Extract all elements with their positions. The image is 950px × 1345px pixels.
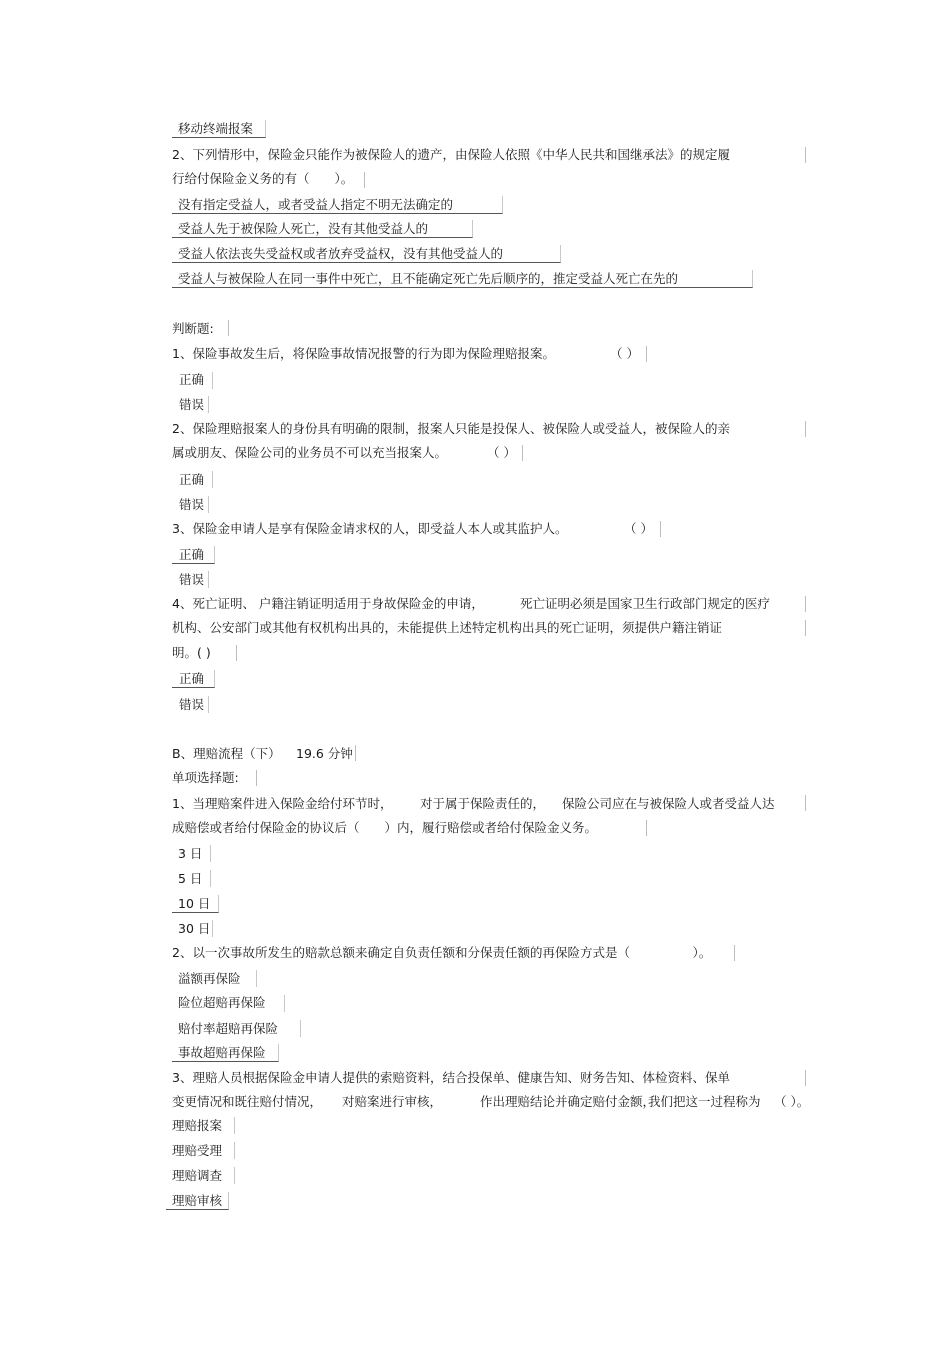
section-title: B、理赔流程（下） bbox=[172, 746, 281, 761]
line-edge bbox=[364, 172, 365, 188]
line-edge bbox=[805, 147, 806, 163]
line-edge bbox=[236, 645, 237, 661]
question-text: 死亡证明必须是国家卫生行政部门规定的医疗 bbox=[520, 596, 771, 611]
answer-blank: （ ） bbox=[610, 346, 639, 361]
section-heading: 单项选择题: bbox=[172, 770, 239, 785]
question-text: 我们把这一过程称为 bbox=[648, 1094, 761, 1109]
question-text: 1、保险事故发生后，将保险事故情况报警的行为即为保险理赔报案。 bbox=[172, 346, 555, 361]
line-edge bbox=[734, 945, 735, 961]
line-edge bbox=[805, 421, 806, 437]
question-text: 变更情况和既往赔付情况， bbox=[172, 1094, 323, 1109]
option-true[interactable]: 正确 bbox=[179, 372, 205, 387]
question-text: 成赔偿或者给付保险金的协议后（ ）内，履行赔偿或者给付保险金义务。 bbox=[172, 820, 598, 835]
option-text[interactable]: 理赔审核 bbox=[172, 1193, 223, 1208]
line-edge bbox=[805, 795, 806, 811]
option-text[interactable]: 受益人先于被保险人死亡，没有其他受益人的 bbox=[178, 221, 429, 236]
line-edge bbox=[805, 620, 806, 636]
question-text: 作出理赔结论并确定赔付金额， bbox=[480, 1094, 656, 1109]
line-edge bbox=[256, 770, 257, 786]
answer-blank: （ ） bbox=[624, 521, 653, 536]
line-edge bbox=[355, 745, 356, 761]
question-text: 对于属于保险责任的， bbox=[420, 796, 546, 811]
line-edge bbox=[646, 820, 647, 836]
option-text[interactable]: 事故超赔再保险 bbox=[178, 1045, 266, 1060]
question-text: 4、死亡证明、 户籍注销证明适用于身故保险金的申请， bbox=[172, 596, 484, 611]
option-text[interactable]: 3 日 bbox=[178, 846, 203, 861]
question-text: 明。( ) bbox=[172, 645, 211, 660]
option-false[interactable]: 错误 bbox=[179, 497, 205, 512]
option-true[interactable]: 正确 bbox=[179, 671, 205, 686]
option-text[interactable]: 险位超赔再保险 bbox=[178, 995, 266, 1010]
question-text: 2、下列情形中，保险金只能作为被保险人的遗产，由保险人依照《中华人民共和国继承法》的规定履 bbox=[172, 147, 730, 162]
section-heading: 判断题: bbox=[172, 321, 214, 336]
option-text[interactable]: 溢额再保险 bbox=[178, 971, 241, 986]
option-text[interactable]: 受益人依法丧失受益权或者放弃受益权，没有其他受益人的 bbox=[178, 246, 504, 261]
line-edge bbox=[646, 346, 647, 362]
line-edge bbox=[660, 521, 661, 537]
option-text[interactable]: 5 日 bbox=[178, 871, 203, 886]
section-duration: 19.6 分钟 bbox=[296, 746, 353, 761]
answer-blank: （ ）。 bbox=[774, 1094, 810, 1109]
option-text[interactable]: 赔付率超赔再保险 bbox=[178, 1021, 279, 1036]
option-text[interactable]: 30 日 bbox=[178, 921, 211, 936]
option-text[interactable]: 理赔调查 bbox=[172, 1168, 223, 1183]
question-text: 3、理赔人员根据保险金申请人提供的索赔资料，结合投保单、健康告知、财务告知、体检资料、保单 bbox=[172, 1070, 730, 1085]
line-edge bbox=[805, 1070, 806, 1086]
option-text[interactable]: 10 日 bbox=[178, 896, 211, 911]
option-false[interactable]: 错误 bbox=[179, 572, 205, 587]
option-text[interactable]: 受益人与被保险人在同一事件中死亡，且不能确定死亡先后顺序的，推定受益人死亡在先的 bbox=[178, 271, 679, 286]
line-edge bbox=[228, 320, 229, 336]
question-text: 保险公司应在与被保险人或者受益人达 bbox=[562, 796, 775, 811]
question-text: 属或朋友、保险公司的业务员不可以充当报案人。 bbox=[172, 445, 448, 460]
question-text: 对赔案进行审核， bbox=[342, 1094, 443, 1109]
question-text: 机构、公安部门或其他有权机构出具的，未能提供上述特定机构出具的死亡证明，须提供户籍注销证 bbox=[172, 620, 723, 635]
line-edge bbox=[805, 596, 806, 612]
option-text[interactable]: 理赔报案 bbox=[172, 1118, 223, 1133]
question-text: 2、以一次事故所发生的赔款总额来确定自负责任额和分保责任额的再保险方式是（ ）。 bbox=[172, 945, 712, 960]
option-text[interactable]: 移动终端报案 bbox=[178, 121, 254, 136]
question-text: 2、保险理赔报案人的身份具有明确的限制，报案人只能是投保人、被保险人或受益人，被保险人的亲 bbox=[172, 421, 730, 436]
question-text: 1、当理赔案件进入保险金给付环节时， bbox=[172, 796, 393, 811]
answer-blank: （ ） bbox=[487, 445, 516, 460]
option-false[interactable]: 错误 bbox=[179, 397, 205, 412]
question-text: 行给付保险金义务的有（ ）。 bbox=[172, 171, 354, 186]
option-false[interactable]: 错误 bbox=[179, 697, 205, 712]
line-edge bbox=[522, 445, 523, 461]
option-true[interactable]: 正确 bbox=[179, 472, 205, 487]
option-text[interactable]: 没有指定受益人，或者受益人指定不明无法确定的 bbox=[178, 197, 454, 212]
option-text[interactable]: 理赔受理 bbox=[172, 1143, 223, 1158]
question-text: 3、保险金申请人是享有保险金请求权的人，即受益人本人或其监护人。 bbox=[172, 521, 568, 536]
option-true[interactable]: 正确 bbox=[179, 547, 205, 562]
